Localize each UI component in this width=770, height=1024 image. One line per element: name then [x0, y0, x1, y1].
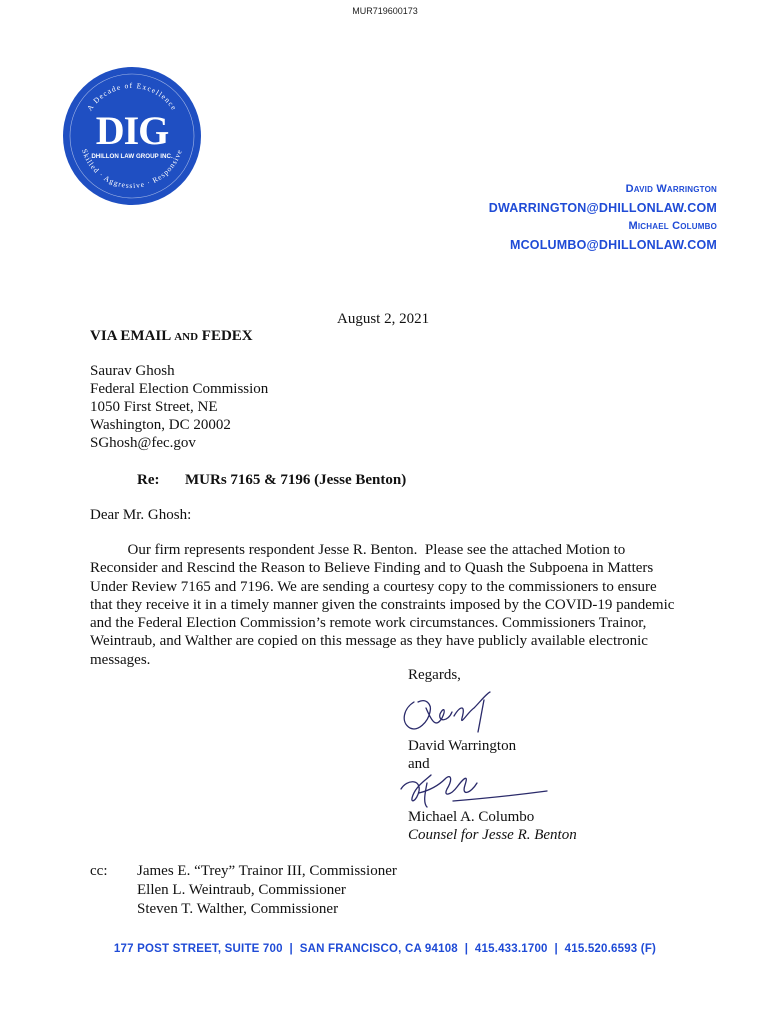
letter-body: [90, 541, 690, 669]
logo-initials: DIG: [95, 108, 169, 153]
signer-title: Counsel for Jesse R. Benton: [408, 827, 577, 843]
footer-address: 177 POST STREET, SUITE 700 | SAN FRANCISCO, CA 94108 | 415.433.1700 | 415.520.6593 (F): [113, 943, 657, 955]
re-label: Re:: [137, 472, 160, 488]
signer-name-1: David Warrington: [408, 738, 517, 754]
delivery-part3: FEDEX: [201, 328, 253, 344]
logo-top-arc: A Decade of Excellence: [84, 80, 180, 113]
delivery-method: [90, 327, 253, 345]
cc-name: Ellen L. Weintraub, Commissioner: [137, 882, 346, 898]
recipient-street: 1050 First Street, NE: [90, 399, 218, 415]
cc-name: James E. “Trey” Trainor III, Commissioner: [137, 863, 397, 879]
re-subject: MURs 7165 & 7196 (Jesse Benton): [185, 472, 407, 488]
body-line: Under Review 7165 and 7196. We are sending a courtesy copy to the commissioners to ensure: [90, 578, 657, 595]
and-conjunction: and: [408, 756, 430, 772]
cc-name: Steven T. Walther, Commissioner: [137, 901, 339, 917]
cc-label: cc:: [90, 863, 108, 879]
signer-name-2: Michael A. Columbo: [408, 809, 535, 825]
recipient-address: [90, 362, 268, 452]
closing: Regards,: [408, 667, 461, 683]
body-line: that they receive it in a timely manner given the constraints imposed by the COVID-19 pandemic: [90, 596, 675, 613]
signature-warrington: [396, 688, 506, 740]
logo-firm-name: DHILLON LAW GROUP INC.: [91, 153, 173, 160]
recipient-city: Washington, DC 20002: [90, 417, 231, 433]
letter-date: August 2, 2021: [337, 311, 430, 327]
document-id: MUR719600173: [352, 6, 418, 16]
contact-name-warrington: David Warrington: [625, 183, 717, 195]
cc-list: [137, 862, 397, 919]
delivery-part1: VIA EMAIL: [90, 328, 171, 344]
logo-bottom-arc: Skilled · Aggressive · Responsive: [79, 147, 185, 191]
recipient-name: Saurav Ghosh: [90, 363, 175, 379]
salutation: Dear Mr. Ghosh:: [90, 507, 192, 523]
recipient-org: Federal Election Commission: [90, 381, 269, 397]
firm-logo: [62, 66, 202, 206]
contact-name-columbo: Michael Columbo: [628, 220, 717, 232]
recipient-email[interactable]: SGhosh@fec.gov: [90, 435, 196, 451]
contact-email-columbo[interactable]: MCOLUMBO@DHILLONLAW.COM: [509, 238, 717, 252]
body-line: Weintraub, and Walther are copied on this message as they have publicly available electronic: [90, 633, 648, 650]
body-line: and the Federal Election Commission’s remote work circumstances. Commissioners Trainor,: [90, 615, 647, 632]
contact-email-warrington[interactable]: DWARRINGTON@DHILLONLAW.COM: [488, 201, 717, 215]
body-line: messages.: [90, 651, 151, 668]
body-line: Our firm represents respondent Jesse R. Benton. Please see the attached Motion to: [90, 542, 626, 558]
delivery-part2: and: [174, 328, 199, 344]
body-line: Reconsider and Rescind the Reason to Believe Finding and to Quash the Subpoena in Matters: [90, 560, 654, 577]
